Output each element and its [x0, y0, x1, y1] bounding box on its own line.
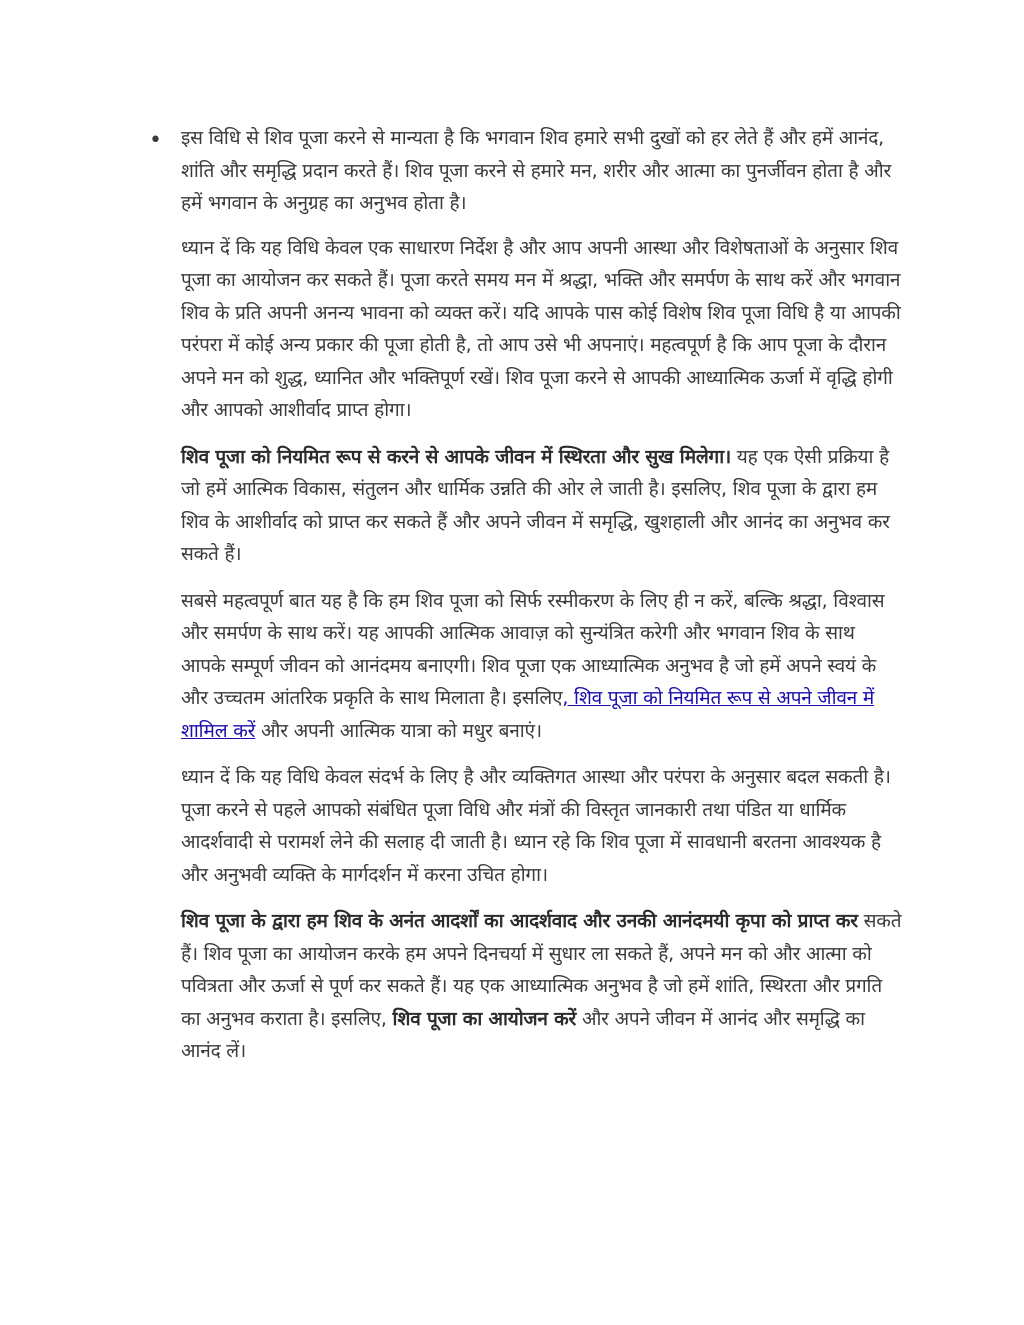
paragraph-1: इस विधि से शिव पूजा करने से मान्यता है कि भगवान शिव हमारे सभी दुखों को हर लेते हैं और हमें आनंद, शांति और समृद्धि प्रदान करते हैं। शिव पूजा करने से हमारे मन, शरीर और आत्मा का पुनर्जीवन होता है और हमें भगवान के अनुग्रह का अनुभव होता है।: [181, 127, 892, 214]
paragraph-4-text-before: सबसे महत्वपूर्ण बात यह है कि हम शिव पूजा को सिर्फ रस्मीकरण के लिए ही न करें, बल्कि श्रद्धा, विश्वास और समर्पण के साथ करें। यह आपकी आत्मिक आवाज़ को सुन्यंत्रित करेगी और भगवान शिव के साथ आपके सम्पूर्ण जीवन को आनंदमय बनाएगी। शिव पूजा एक आध्यात्मिक अनुभव है जो हमें अपने स्वयं के और उच्चतम आंतरिक प्रकृति के साथ मिलाता है। इसलिए: [181, 589, 885, 709]
paragraph-6-text: सकते हैं। शिव पूजा का आयोजन करके हम अपने दिनचर्या में सुधार ला सकते हैं, अपने मन को और आत्मा को पवित्रता और ऊर्जा से पूर्ण कर सकते हैं। यह एक आध्यात्मिक अनुभव है जो हमें शांति, स्थिरता और प्रगति का अनुभव कराता है। इसलिए,: [181, 910, 902, 1030]
shiv-puja-link[interactable]: , शिव पूजा को नियमित रूप से अपने जीवन में शामिल करें: [181, 687, 875, 742]
bold-statement: शिव पूजा को नियमित रूप से करने से आपके जीवन में स्थिरता और सुख मिलेगा।: [181, 445, 731, 468]
bold-heading-phrase: शिव पूजा के द्वारा हम शिव के अनंत आदर्शों का आदर्शवाद और उनकी आनंदमयी कृपा को प्राप्त कर: [181, 910, 858, 932]
bold-call-to-action: शिव पूजा का आयोजन करें: [392, 1007, 577, 1030]
paragraph-3-text: यह एक ऐसी प्रक्रिया है जो हमें आत्मिक विकास, संतुलन और धार्मिक उन्नति की ओर ले जाती है। इसलिए, शिव पूजा के द्वारा हम शिव के आशीर्वाद को प्राप्त कर सकते हैं और अपने जीवन में समृद्धि, खुशहाली और आनंद का अनुभव कर सकते हैं।: [181, 445, 890, 565]
paragraph-6-end: और अपने जीवन में आनंद और समृद्धि का आनंद लें।: [181, 1007, 865, 1062]
paragraph-2: ध्यान दें कि यह विधि केवल एक साधारण निर्देश है और आप अपनी आस्था और विशेषताओं के अनुसार शिव पूजा का आयोजन कर सकते हैं। पूजा करते समय मन में श्रद्धा, भक्ति और समर्पण के साथ करें और भगवान शिव के प्रति अपनी अनन्य भावना को व्यक्त करें। यदि आपके पास कोई विशेष शिव पूजा विधि है या आपकी परंपरा में कोई अन्य प्रकार की पूजा होती है, तो आप उसे भी अपनाएं। महत्वपूर्ण है कि आप पूजा के दौरान अपने मन को शुद्ध, ध्यानित और भक्तिपूर्ण रखें। शिव पूजा करने से आपकी आध्यात्मिक ऊर्जा में वृद्धि होगी और आपको आशीर्वाद प्राप्त होगा।: [181, 236, 901, 421]
paragraph-6: [181, 905, 903, 1068]
paragraph-3: [181, 441, 903, 571]
paragraph-4-text-after: और अपनी आत्मिक यात्रा को मधुर बनाएं।: [255, 719, 542, 742]
article-body: [181, 122, 903, 1082]
paragraph-4: [181, 585, 903, 748]
bullet-marker: •: [149, 128, 162, 153]
paragraph-5: ध्यान दें कि यह विधि केवल संदर्भ के लिए है और व्यक्तिगत आस्था और परंपरा के अनुसार बदल सकती है। पूजा करने से पहले आपको संबंधित पूजा विधि और मंत्रों की विस्तृत जानकारी तथा पंडित या धार्मिक आदर्शवादी से परामर्श लेने की सलाह दी जाती है। ध्यान रहे कि शिव पूजा में सावधानी बरतना आवश्यक है और अनुभवी व्यक्ति के मार्गदर्शन में करना उचित होगा।: [181, 766, 891, 886]
